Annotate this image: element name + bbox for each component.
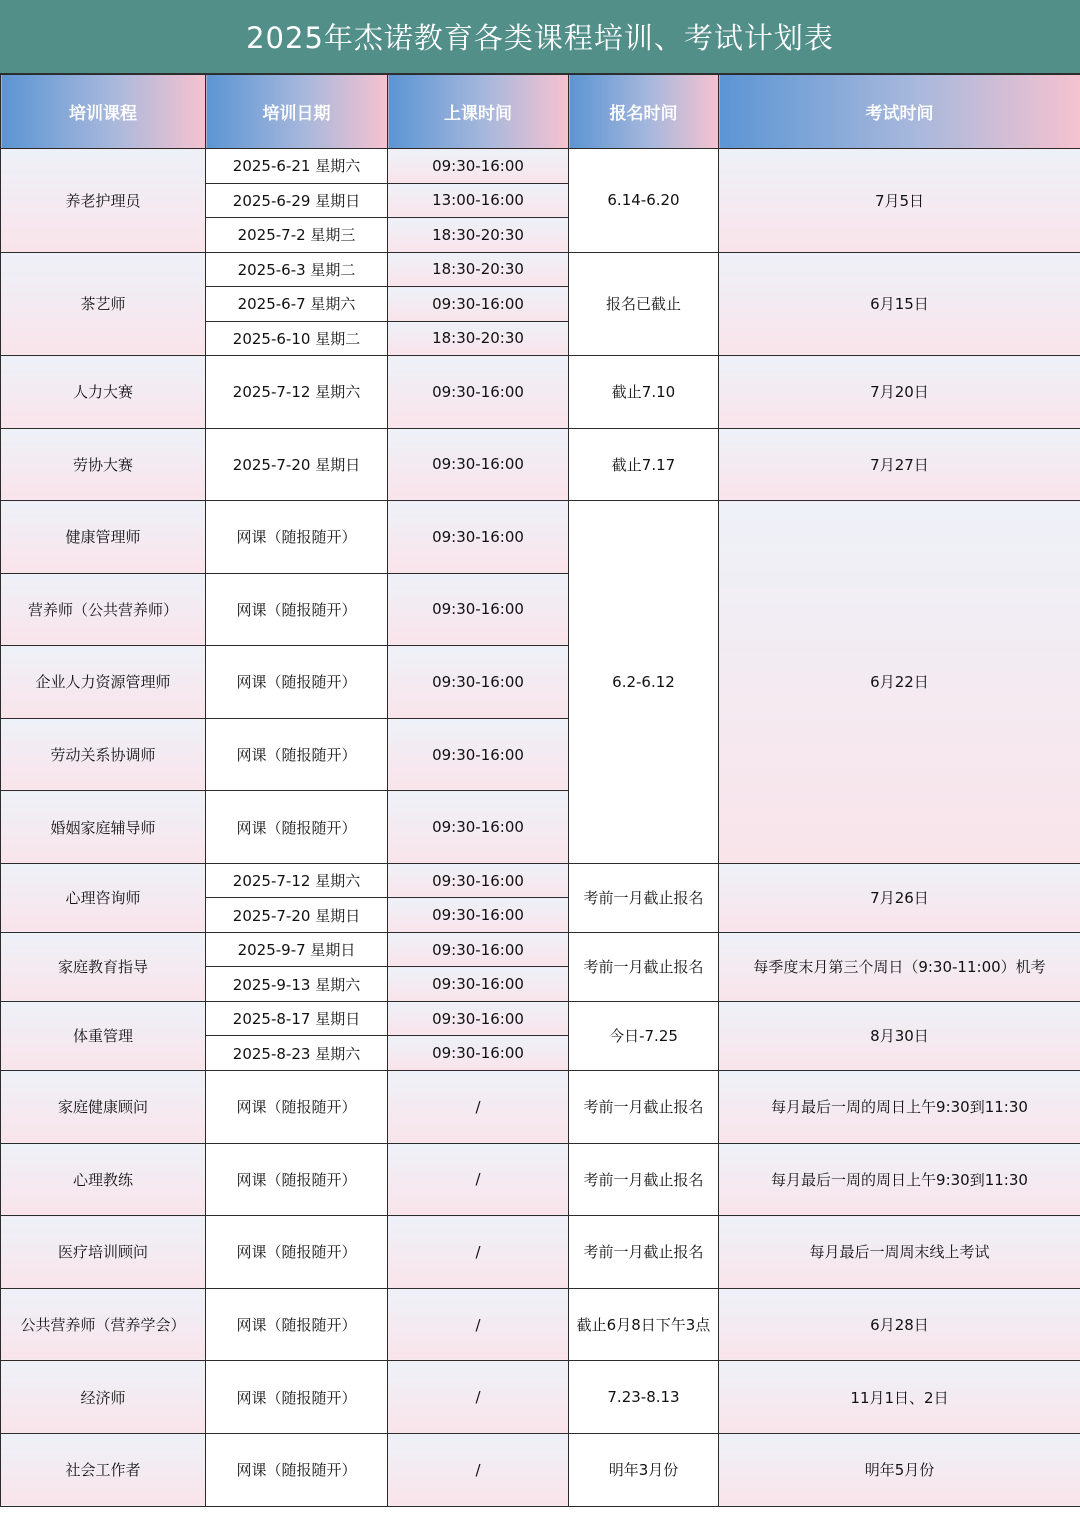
course-name: 茶艺师: [1, 252, 206, 356]
signup-time: 截止6月8日下午3点: [569, 1288, 719, 1361]
table-row: [1, 501, 1080, 574]
course-name: 家庭教育指导: [1, 932, 206, 1001]
training-date: 网课（随报随开）: [206, 1070, 388, 1143]
class-time: 09:30-16:00: [388, 898, 569, 933]
class-time: 09:30-16:00: [388, 573, 569, 646]
header-exam-time: 考试时间: [719, 75, 1080, 149]
exam-time: 7月20日: [719, 356, 1080, 429]
class-time: /: [388, 1143, 569, 1216]
exam-time: 6月22日: [719, 501, 1080, 864]
course-name: 医疗培训顾问: [1, 1216, 206, 1289]
class-time: 09:30-16:00: [388, 646, 569, 719]
training-date: 网课（随报随开）: [206, 1288, 388, 1361]
table-row: [1, 863, 1080, 898]
course-name: 社会工作者: [1, 1433, 206, 1506]
training-date: 2025-7-12 星期六: [206, 356, 388, 429]
training-date: 网课（随报随开）: [206, 646, 388, 719]
class-time: 18:30-20:30: [388, 321, 569, 356]
exam-time: 每季度末月第三个周日（9:30-11:00）机考: [719, 932, 1080, 1001]
signup-time: 截止7.10: [569, 356, 719, 429]
class-time: 09:30-16:00: [388, 287, 569, 322]
signup-time: 考前一月截止报名: [569, 1143, 719, 1216]
exam-time: 每月最后一周周末线上考试: [719, 1216, 1080, 1289]
signup-time: 考前一月截止报名: [569, 932, 719, 1001]
exam-time: 每月最后一周的周日上午9:30到11:30: [719, 1070, 1080, 1143]
class-time: 13:00-16:00: [388, 183, 569, 218]
signup-time: 考前一月截止报名: [569, 1070, 719, 1143]
training-date: 网课（随报随开）: [206, 1433, 388, 1506]
signup-time: 6.2-6.12: [569, 501, 719, 864]
training-date: 2025-6-21 星期六: [206, 149, 388, 184]
class-time: /: [388, 1433, 569, 1506]
page-title: 2025年杰诺教育各类课程培训、考试计划表: [0, 0, 1080, 74]
class-time: /: [388, 1216, 569, 1289]
training-date: 2025-9-13 星期六: [206, 967, 388, 1002]
course-name: 养老护理员: [1, 149, 206, 253]
class-time: 09:30-16:00: [388, 718, 569, 791]
training-date: 2025-8-17 星期日: [206, 1001, 388, 1036]
class-time: /: [388, 1070, 569, 1143]
training-date: 网课（随报随开）: [206, 1216, 388, 1289]
class-time: 09:30-16:00: [388, 791, 569, 864]
exam-time: 7月27日: [719, 428, 1080, 501]
table-header-row: [1, 75, 1080, 149]
signup-time: 今日-7.25: [569, 1001, 719, 1070]
class-time: 09:30-16:00: [388, 863, 569, 898]
training-date: 网课（随报随开）: [206, 1143, 388, 1216]
exam-time: 8月30日: [719, 1001, 1080, 1070]
table-row: [1, 1070, 1080, 1143]
course-name: 心理教练: [1, 1143, 206, 1216]
table-row: [1, 932, 1080, 967]
exam-time: 11月1日、2日: [719, 1361, 1080, 1434]
training-date: 2025-8-23 星期六: [206, 1036, 388, 1071]
training-date: 2025-6-3 星期二: [206, 252, 388, 287]
course-name: 公共营养师（营养学会）: [1, 1288, 206, 1361]
class-time: 09:30-16:00: [388, 932, 569, 967]
class-time: 09:30-16:00: [388, 428, 569, 501]
header-training-date: 培训日期: [206, 75, 388, 149]
signup-time: 报名已截止: [569, 252, 719, 356]
class-time: 09:30-16:00: [388, 501, 569, 574]
class-time: 18:30-20:30: [388, 252, 569, 287]
table-row: [1, 356, 1080, 429]
course-name: 健康管理师: [1, 501, 206, 574]
table-row: [1, 1433, 1080, 1506]
class-time: 09:30-16:00: [388, 149, 569, 184]
signup-time: 6.14-6.20: [569, 149, 719, 253]
training-date: 2025-7-20 星期日: [206, 898, 388, 933]
signup-time: 考前一月截止报名: [569, 863, 719, 932]
training-date: 网课（随报随开）: [206, 501, 388, 574]
signup-time: 截止7.17: [569, 428, 719, 501]
schedule-table: [0, 74, 1080, 1507]
training-date: 2025-7-2 星期三: [206, 218, 388, 253]
training-date: 网课（随报随开）: [206, 573, 388, 646]
table-row: [1, 1001, 1080, 1036]
class-time: 09:30-16:00: [388, 1001, 569, 1036]
training-date: 网课（随报随开）: [206, 718, 388, 791]
course-name: 营养师（公共营养师）: [1, 573, 206, 646]
table-row: [1, 428, 1080, 501]
signup-time: 明年3月份: [569, 1433, 719, 1506]
training-date: 2025-6-10 星期二: [206, 321, 388, 356]
header-signup-time: 报名时间: [569, 75, 719, 149]
training-date: 2025-6-7 星期六: [206, 287, 388, 322]
table-row: [1, 1361, 1080, 1434]
class-time: /: [388, 1288, 569, 1361]
class-time: /: [388, 1361, 569, 1434]
exam-time: 6月28日: [719, 1288, 1080, 1361]
training-date: 网课（随报随开）: [206, 791, 388, 864]
course-name: 劳协大赛: [1, 428, 206, 501]
class-time: 09:30-16:00: [388, 356, 569, 429]
training-date: 2025-6-29 星期日: [206, 183, 388, 218]
header-course: 培训课程: [1, 75, 206, 149]
table-row: [1, 252, 1080, 287]
training-date: 2025-9-7 星期日: [206, 932, 388, 967]
class-time: 09:30-16:00: [388, 967, 569, 1002]
exam-time: 7月26日: [719, 863, 1080, 932]
table-row: [1, 1216, 1080, 1289]
exam-time: 每月最后一周的周日上午9:30到11:30: [719, 1143, 1080, 1216]
exam-time: 明年5月份: [719, 1433, 1080, 1506]
signup-time: 考前一月截止报名: [569, 1216, 719, 1289]
course-name: 企业人力资源管理师: [1, 646, 206, 719]
course-name: 劳动关系协调师: [1, 718, 206, 791]
training-date: 2025-7-12 星期六: [206, 863, 388, 898]
table-row: [1, 149, 1080, 184]
course-name: 体重管理: [1, 1001, 206, 1070]
signup-time: 7.23-8.13: [569, 1361, 719, 1434]
course-name: 人力大赛: [1, 356, 206, 429]
header-class-time: 上课时间: [388, 75, 569, 149]
training-date: 2025-7-20 星期日: [206, 428, 388, 501]
exam-time: 7月5日: [719, 149, 1080, 253]
exam-time: 6月15日: [719, 252, 1080, 356]
class-time: 18:30-20:30: [388, 218, 569, 253]
course-name: 家庭健康顾问: [1, 1070, 206, 1143]
course-name: 经济师: [1, 1361, 206, 1434]
course-name: 心理咨询师: [1, 863, 206, 932]
course-name: 婚姻家庭辅导师: [1, 791, 206, 864]
table-row: [1, 1288, 1080, 1361]
training-date: 网课（随报随开）: [206, 1361, 388, 1434]
table-row: [1, 1143, 1080, 1216]
class-time: 09:30-16:00: [388, 1036, 569, 1071]
